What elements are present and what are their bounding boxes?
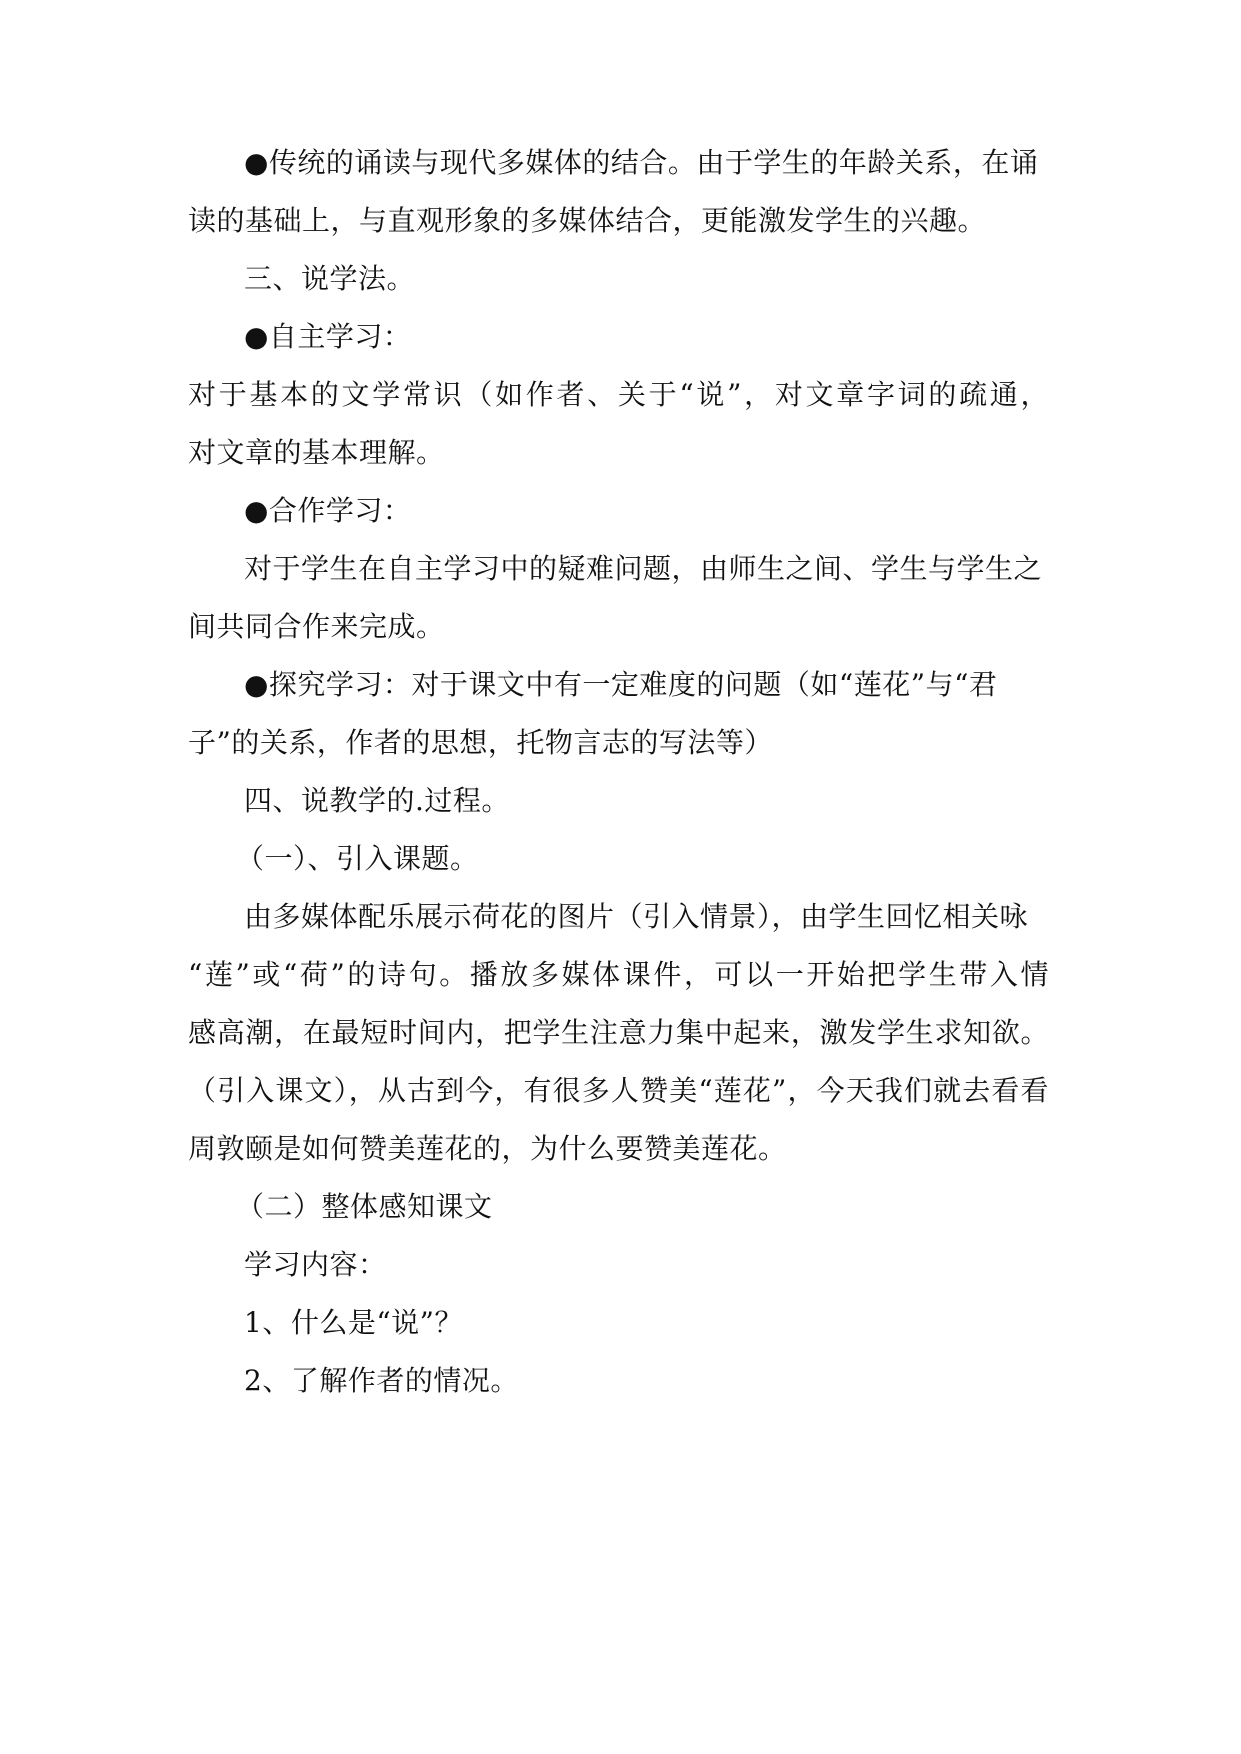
paragraph-line: 读的基础上，与直观形象的多媒体结合，更能激发学生的兴趣。	[188, 204, 987, 237]
paragraph-line: 感高潮，在最短时间内，把学生注意力集中起来，激发学生求知欲。	[188, 1016, 1049, 1049]
subsection-heading: （一）、引入课题。	[236, 842, 479, 875]
paragraph-line: 学习内容：	[244, 1248, 387, 1281]
paragraph-line: 由多媒体配乐展示荷花的图片（引入情景），由学生回忆相关咏	[244, 900, 1029, 933]
bullet-heading: ●自主学习：	[244, 320, 412, 353]
paragraph-line: 对于学生在自主学习中的疑难问题，由师生之间、学生与学生之	[244, 552, 1043, 585]
list-item: 1、什么是“说”？	[244, 1306, 463, 1339]
paragraph-line: “莲”或“荷”的诗句。播放多媒体课件，可以一开始把学生带入情	[188, 958, 1049, 991]
paragraph-line: 子”的关系，作者的思想，托物言志的写法等）	[188, 726, 773, 759]
paragraph-line: 对于基本的文学常识（如作者、关于“说”，对文章字词的疏通，	[188, 378, 1049, 411]
paragraph-line: 间共同合作来完成。	[188, 610, 445, 643]
paragraph-line: （引入课文），从古到今，有很多人赞美“莲花”，今天我们就去看看	[188, 1074, 1049, 1107]
bullet-heading: ●合作学习：	[244, 494, 412, 527]
paragraph-line: ●探究学习：对于课文中有一定难度的问题（如“莲花”与“君	[244, 668, 998, 701]
paragraph-line: 周敦颐是如何赞美莲花的，为什么要赞美莲花。	[188, 1132, 787, 1165]
subsection-heading: （二）整体感知课文	[236, 1190, 493, 1223]
section-heading: 三、说学法。	[244, 262, 416, 295]
section-heading: 四、说教学的.过程。	[244, 784, 510, 817]
paragraph-line: 对文章的基本理解。	[188, 436, 445, 469]
paragraph-line: ●传统的诵读与现代多媒体的结合。由于学生的年龄关系，在诵	[244, 146, 1039, 179]
list-item: 2、了解作者的情况。	[244, 1364, 519, 1397]
